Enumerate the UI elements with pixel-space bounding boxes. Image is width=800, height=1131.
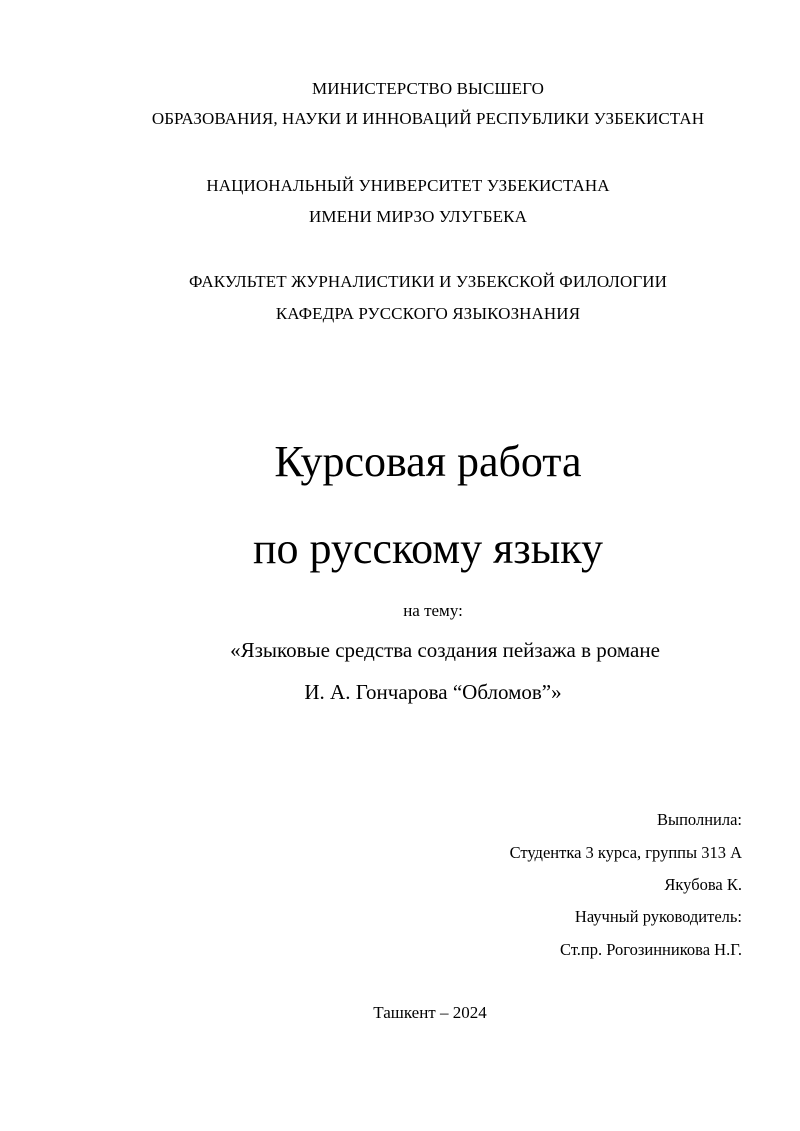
supervisor-label: Научный руководитель: <box>574 907 742 926</box>
student-info: Студентка 3 курса, группы 313 А <box>509 843 742 862</box>
topic-line-2: И. А. Гончарова “Обломов”» <box>304 680 562 704</box>
ministry-line-2: ОБРАЗОВАНИЯ, НАУКИ И ИННОВАЦИЙ РЕСПУБЛИКИ УЗБЕКИСТАН <box>151 109 705 128</box>
department-line: КАФЕДРА РУССКОГО ЯЗЫКОЗНАНИЯ <box>275 304 581 323</box>
topic-line-1: «Языковые средства создания пейзажа в романе <box>230 638 660 662</box>
document-title-line-1: Курсовая работа <box>274 437 582 486</box>
completed-label: Выполнила: <box>657 810 742 829</box>
university-line-2: ИМЕНИ МИРЗО УЛУГБЕКА <box>309 207 527 226</box>
supervisor-name: Ст.пр. Рогозинникова Н.Г. <box>560 940 742 959</box>
student-name: Якубова К. <box>664 875 742 894</box>
topic-intro: на тему: <box>403 601 463 620</box>
faculty-line: ФАКУЛЬТЕТ ЖУРНАЛИСТИКИ И УЗБЕКСКОЙ ФИЛОЛОГИИ <box>188 272 668 291</box>
university-line-1: НАЦИОНАЛЬНЫЙ УНИВЕРСИТЕТ УЗБЕКИСТАНА <box>206 176 610 195</box>
ministry-line-1: МИНИСТЕРСТВО ВЫСШЕГО <box>311 79 545 98</box>
document-title-line-2: по русскому языку <box>252 524 604 573</box>
city-year: Ташкент – 2024 <box>373 1003 487 1022</box>
